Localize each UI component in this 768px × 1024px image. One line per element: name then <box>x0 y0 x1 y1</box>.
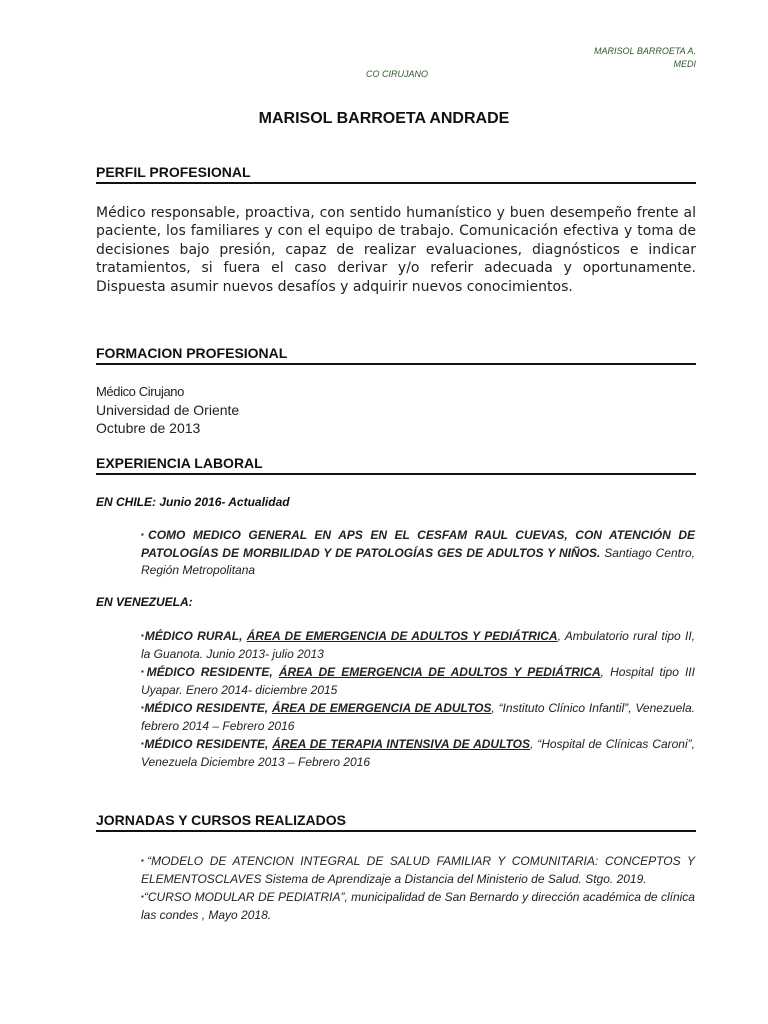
course-text: “MODELO DE ATENCION INTEGRAL DE SALUD FAMILIAR Y COMUNITARIA: CONCEPTOS Y ELEMENTOSCLAVES Sistema de Aprendizaje a Distancia del Ministerio de Salud. Stgo. 2019. <box>141 854 695 886</box>
list-item <box>141 627 695 663</box>
section-heading-education: FORMACION PROFESIONAL <box>96 345 696 365</box>
section-heading-experience: EXPERIENCIA LABORAL <box>96 455 696 475</box>
section-heading-courses: JORNADAS Y CURSOS REALIZADOS <box>96 812 696 832</box>
experience-chile-list <box>141 526 695 580</box>
list-item <box>141 888 695 924</box>
courses-list <box>141 852 695 924</box>
list-item <box>141 526 695 580</box>
header-role: CO CIRUJANO <box>366 69 429 79</box>
education-block <box>96 383 239 437</box>
profile-text: Médico responsable, proactiva, con sentido humanístico y buen desempeño frente al paciente, los familiares y con el equipo de trabajo. Comunicación efectiva y toma de decisiones bajo presión, capaz de realizar evaluaciones, diagnósticos e indicar tratamientos, si fuera el caso derivar y/o referir adecuada y oportunamente. Dispuesta asumir nuevos desafíos y adquirir nuevos conocimientos. <box>96 205 696 295</box>
entry-detail: Santiago Centro, Región Metropolitana <box>141 545 695 577</box>
list-item <box>141 699 695 735</box>
entry-detail: , “Hospital de Clínicas Caroni”, Venezuela Diciembre 2013 – Febrero 2016 <box>141 737 695 769</box>
header-right <box>496 45 696 71</box>
education-date: Octubre de 2013 <box>96 420 201 436</box>
entry-title: MÉDICO RESIDENTE, <box>144 701 269 715</box>
education-degree: Médico Cirujano <box>96 384 184 399</box>
bullet-icon: ▪ <box>141 739 145 748</box>
bullet-icon: ▪ <box>141 892 144 901</box>
entry-detail: , “Instituto Clínico Infantil”, Venezuela. febrero 2014 – Febrero 2016 <box>141 701 695 733</box>
course-text: “CURSO MODULAR DE PEDIATRIA”, municipalidad de San Bernardo y dirección académica de clínica las condes , Mayo 2018. <box>141 890 695 922</box>
entry-detail: , Hospital tipo III Uyapar. Enero 2014- diciembre 2015 <box>141 665 695 697</box>
entry-area: ÁREA DE EMERGENCIA DE ADULTOS Y PEDIÁTRICA <box>278 665 601 679</box>
bullet-icon: ▪ <box>141 667 147 676</box>
experience-chile-label: EN CHILE: Junio 2016- Actualidad <box>96 495 290 509</box>
header-name-abbrev: MARISOL BARROETA A. <box>593 46 696 56</box>
entry-area: ÁREA DE EMERGENCIA DE ADULTOS Y PEDIÁTRICA <box>246 629 558 643</box>
entry-detail: , Ambulatorio rural tipo II, la Guanota. Junio 2013- julio 2013 <box>141 629 695 661</box>
experience-venezuela-label: EN VENEZUELA: <box>96 595 193 609</box>
bullet-icon: ▪ <box>141 856 148 865</box>
cv-name: MARISOL BARROETA ANDRADE <box>258 110 510 127</box>
entry-title: MÉDICO RESIDENTE, <box>144 737 269 751</box>
list-item <box>141 852 695 888</box>
entry-title: MÉDICO RURAL, <box>144 629 243 643</box>
header-title-abbrev: MEDI <box>673 59 696 69</box>
experience-venezuela-list <box>141 627 695 771</box>
entry-area: ÁREA DE EMERGENCIA DE ADULTOS <box>271 701 492 715</box>
education-university: Universidad de Oriente <box>96 402 240 418</box>
bullet-icon: ▪ <box>141 703 145 712</box>
entry-title: COMO MEDICO GENERAL EN APS EN EL CESFAM RAUL CUEVAS, CON ATENCIÓN DE PATOLOGÍAS DE MORBILIDAD Y DE PATOLOGÍAS GES DE ADULTOS Y NIÑOS. <box>141 528 695 560</box>
entry-title: MÉDICO RESIDENTE, <box>146 665 273 679</box>
list-item <box>141 735 695 771</box>
section-heading-profile: PERFIL PROFESIONAL <box>96 164 696 184</box>
bullet-icon: ▪ <box>141 631 145 640</box>
list-item <box>141 663 695 699</box>
bullet-icon: ▪ <box>141 530 149 539</box>
entry-area: ÁREA DE TERAPIA INTENSIVA DE ADULTOS <box>272 737 530 751</box>
